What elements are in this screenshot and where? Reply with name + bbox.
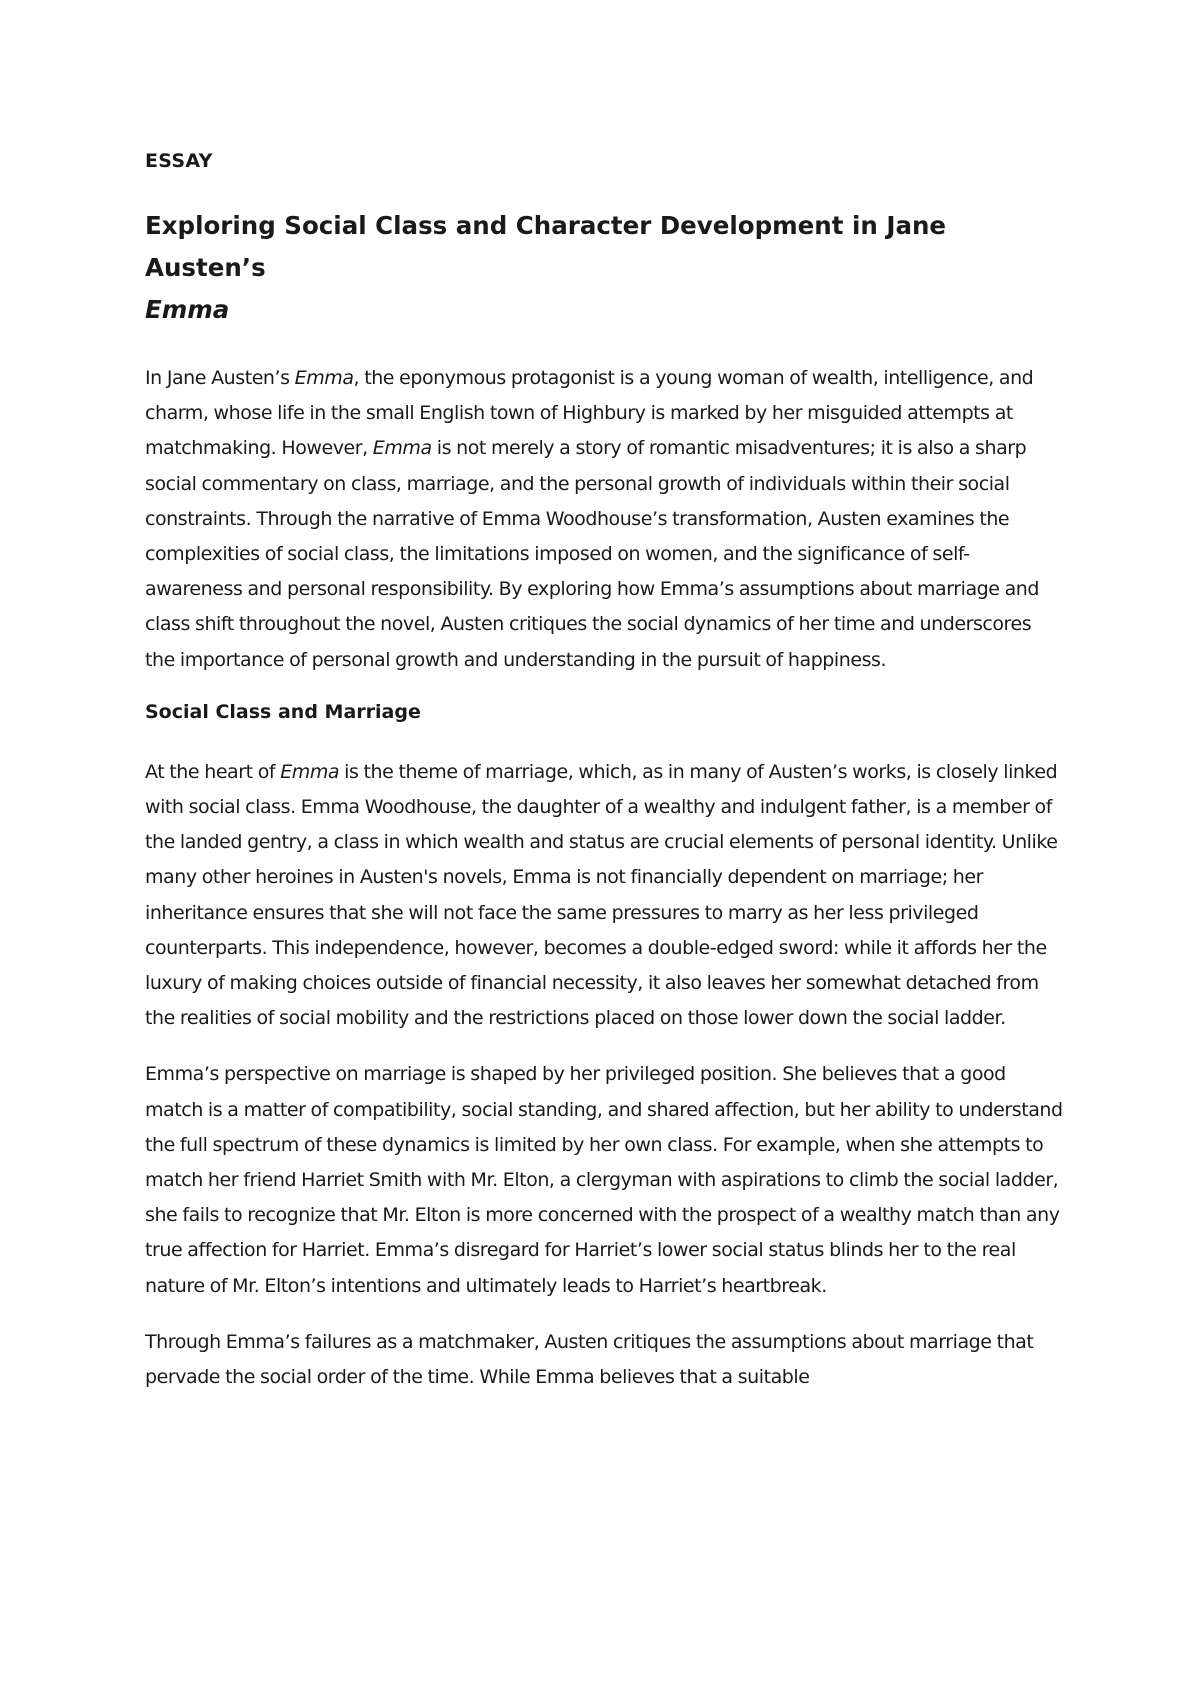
essay-title-italic: Emma — [145, 295, 230, 324]
section-paragraph-3: Through Emma’s failures as a matchmaker, Austen critiques the assumptions about marriage that pervade the social order of the time. While Emma believes that a suitable — [145, 1330, 1034, 1389]
intro-text-a: In Jane Austen’s — [145, 367, 295, 389]
section-paragraph-2: Emma’s perspective on marriage is shaped by her privileged position. She believes that a good match is a matter of compatibility, social standing, and shared affection, but her ability to understand the full spectrum of these dynamics is limited by her own class. For example, when she attempts to match her friend Harriet Smith with Mr. Elton, a clergyman with aspirations to climb the social ladder, she fails to recognize that Mr. Elton is more concerned with the prospect of a wealthy match than any true affection for Harriet. Emma’s disregard for Harriet’s lower social status blinds her to the real nature of Mr. Elton’s intentions and ultimately leads to Harriet’s heartbreak. — [145, 1063, 1063, 1297]
section-p1-text-b: is the theme of marriage, which, as in many of Austen’s works, is closely linked with social class. Emma Woodhouse, the daughter of a wealthy and indulgent father, is a member of the landed gentry, a class in which wealth and status are crucial elements of personal identity. Unlike many other heroines in Austen's novels, Emma is not financially dependent on marriage; her inheritance ensures that she will not face the same pressures to marry as her less privileged counterparts. This independence, however, becomes a double-edged sword: while it affords her the luxury of making choices outside of financial necessity, it also leaves her somewhat detached from the realities of social mobility and the restrictions placed on those lower down the social ladder. — [145, 760, 1058, 1030]
intro-text-c: is not merely a story of romantic misadventures; it is also a sharp social commentary on class, marriage, and the personal growth of individuals within their social constraints. Through the narrative of Emma Woodhouse’s transformation, Austen examines the complexities of social class, the limitations imposed on women, and the significance of self-awareness and personal responsibility. By exploring how Emma’s assumptions about marriage and class shift throughout the novel, Austen critiques the social dynamics of her time and underscores the importance of personal growth and understanding in the pursuit of happiness. — [145, 437, 1039, 671]
section-p1-emma-italic: Emma — [280, 760, 340, 783]
intro-paragraph — [145, 361, 1065, 678]
essay-title-main: Exploring Social Class and Character Development in Jane Austen’s — [145, 211, 947, 282]
section-p1-text-a: At the heart of — [145, 760, 281, 783]
document-body — [145, 148, 1065, 1416]
intro-emma-italic: Emma — [294, 367, 354, 389]
essay-label: ESSAY — [145, 150, 213, 172]
intro-text-b: , the eponymous protagonist is a young woman of wealth, intelligence, and charm, whose life in the small English town of Highbury is marked by her misguided attempts at matchmaking. However, — [145, 367, 1034, 460]
essay-title — [145, 205, 1065, 331]
intro-emma-italic-2: Emma — [372, 437, 432, 460]
section-heading: Social Class and Marriage — [145, 700, 421, 723]
section-paragraph-1 — [145, 755, 1065, 1037]
